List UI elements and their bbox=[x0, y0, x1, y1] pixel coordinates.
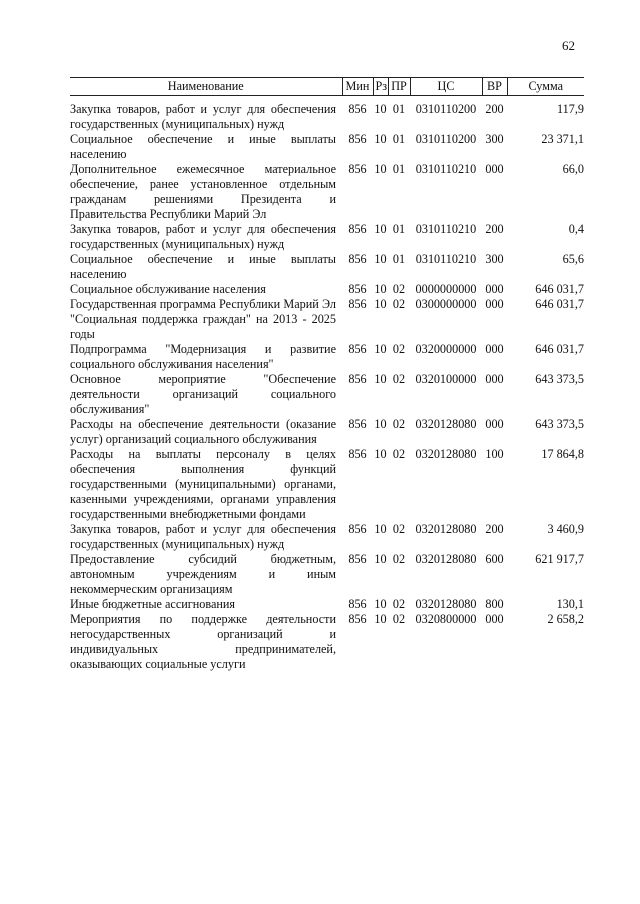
cell-min: 856 bbox=[348, 342, 367, 356]
cell-sum: 646 031,7 bbox=[535, 342, 584, 356]
cell-min: 856 bbox=[348, 372, 367, 386]
cell-min: 856 bbox=[348, 102, 367, 116]
cell-cs: 0320000000 bbox=[415, 342, 477, 356]
cell-sum: 0,4 bbox=[568, 222, 584, 236]
cell-pr: 01 bbox=[392, 132, 406, 146]
table-row bbox=[70, 297, 584, 342]
cell-rz: 10 bbox=[374, 342, 387, 356]
cell-pr: 02 bbox=[392, 522, 406, 536]
header-sum: Сумма bbox=[507, 78, 584, 96]
cell-pr: 02 bbox=[392, 552, 406, 566]
cell-rz: 10 bbox=[374, 417, 387, 431]
cell-min: 856 bbox=[348, 297, 367, 311]
cell-cs: 0320128080 bbox=[415, 522, 477, 536]
cell-pr: 01 bbox=[392, 162, 406, 176]
cell-vr: 300 bbox=[485, 252, 504, 266]
cell-name: Иные бюджетные ассигнования bbox=[70, 597, 236, 611]
cell-sum: 643 373,5 bbox=[535, 372, 584, 386]
table-body bbox=[70, 102, 584, 672]
table-row bbox=[70, 447, 584, 522]
table-row bbox=[70, 522, 584, 552]
table-row bbox=[70, 552, 584, 597]
cell-rz: 10 bbox=[374, 102, 387, 116]
cell-pr: 02 bbox=[392, 612, 406, 626]
cell-vr: 300 bbox=[485, 132, 504, 146]
cell-pr: 02 bbox=[392, 297, 406, 311]
cell-min: 856 bbox=[348, 612, 367, 626]
table-row bbox=[70, 282, 584, 297]
cell-min: 856 bbox=[348, 552, 367, 566]
cell-min: 856 bbox=[348, 447, 367, 461]
cell-sum: 646 031,7 bbox=[535, 297, 584, 311]
table-row bbox=[70, 162, 584, 222]
cell-pr: 02 bbox=[392, 342, 406, 356]
cell-min: 856 bbox=[348, 252, 367, 266]
cell-name: Мероприятия по поддержке деятельности негосударственных организаций и индивидуальных предпринимателей, оказывающих социальные услуги bbox=[70, 612, 336, 671]
cell-vr: 000 bbox=[485, 297, 504, 311]
cell-cs: 0320100000 bbox=[415, 372, 477, 386]
cell-name: Основное мероприятие "Обеспечение деятельности организаций социального обслуживания" bbox=[70, 372, 336, 416]
cell-rz: 10 bbox=[374, 222, 387, 236]
table-row bbox=[70, 417, 584, 447]
cell-name: Закупка товаров, работ и услуг для обеспечения государственных (муниципальных) нужд bbox=[70, 522, 336, 551]
cell-rz: 10 bbox=[374, 612, 387, 626]
cell-sum: 65,6 bbox=[562, 252, 584, 266]
cell-cs: 0310110200 bbox=[415, 132, 477, 146]
cell-name: Социальное обслуживание населения bbox=[70, 282, 266, 296]
table-row bbox=[70, 372, 584, 417]
cell-vr: 200 bbox=[485, 102, 504, 116]
cell-rz: 10 bbox=[374, 597, 387, 611]
cell-pr: 01 bbox=[392, 102, 406, 116]
cell-rz: 10 bbox=[374, 252, 387, 266]
cell-rz: 10 bbox=[374, 552, 387, 566]
cell-cs: 0310110200 bbox=[415, 102, 477, 116]
cell-name: Предоставление субсидий бюджетным, автономным учреждениям и иным некоммерческим организациям bbox=[70, 552, 336, 596]
cell-sum: 643 373,5 bbox=[535, 417, 584, 431]
cell-cs: 0320128080 bbox=[415, 417, 477, 431]
cell-sum: 2 658,2 bbox=[547, 612, 584, 626]
cell-cs: 0000000000 bbox=[415, 282, 477, 296]
table-row bbox=[70, 222, 584, 252]
cell-pr: 02 bbox=[392, 417, 406, 431]
cell-cs: 0320128080 bbox=[415, 447, 477, 461]
cell-name: Подпрограмма "Модернизация и развитие социального обслуживания населения" bbox=[70, 342, 336, 371]
cell-rz: 10 bbox=[374, 522, 387, 536]
cell-name: Закупка товаров, работ и услуг для обеспечения государственных (муниципальных) нужд bbox=[70, 102, 336, 131]
cell-vr: 800 bbox=[485, 597, 504, 611]
cell-min: 856 bbox=[348, 162, 367, 176]
budget-table bbox=[70, 77, 584, 672]
cell-rz: 10 bbox=[374, 372, 387, 386]
header-rz: Рз bbox=[373, 78, 388, 96]
cell-min: 856 bbox=[348, 597, 367, 611]
cell-cs: 0300000000 bbox=[415, 297, 477, 311]
page-number: 62 bbox=[562, 38, 575, 53]
table-row bbox=[70, 102, 584, 132]
cell-vr: 000 bbox=[485, 417, 504, 431]
cell-cs: 0320128080 bbox=[415, 552, 477, 566]
cell-rz: 10 bbox=[374, 132, 387, 146]
cell-cs: 0310110210 bbox=[415, 162, 477, 176]
cell-rz: 10 bbox=[374, 297, 387, 311]
table-row bbox=[70, 597, 584, 612]
cell-pr: 01 bbox=[392, 252, 406, 266]
table-row bbox=[70, 132, 584, 162]
header-row bbox=[70, 78, 584, 96]
cell-rz: 10 bbox=[374, 282, 387, 296]
header-cs: ЦС bbox=[410, 78, 482, 96]
cell-min: 856 bbox=[348, 417, 367, 431]
cell-vr: 000 bbox=[485, 282, 504, 296]
cell-rz: 10 bbox=[374, 447, 387, 461]
cell-name: Дополнительное ежемесячное материальное обеспечение, ранее установленное отдельным гражданам решениями Президента и Правительства Республики Марий Эл bbox=[70, 162, 336, 221]
table-row bbox=[70, 612, 584, 672]
cell-sum: 646 031,7 bbox=[535, 282, 584, 296]
header-vr: ВР bbox=[482, 78, 507, 96]
cell-name: Социальное обеспечение и иные выплаты населению bbox=[70, 252, 336, 281]
cell-min: 856 bbox=[348, 522, 367, 536]
table-row bbox=[70, 342, 584, 372]
cell-vr: 200 bbox=[485, 222, 504, 236]
cell-name: Расходы на выплаты персоналу в целях обеспечения выполнения функций государственными (муниципальными) органами, казенными учреждениями, органами управления государственными внебюджетными фондами bbox=[70, 447, 336, 521]
cell-min: 856 bbox=[348, 222, 367, 236]
cell-rz: 10 bbox=[374, 162, 387, 176]
cell-cs: 0310110210 bbox=[415, 222, 477, 236]
cell-vr: 600 bbox=[485, 552, 504, 566]
table-row bbox=[70, 252, 584, 282]
header-pr: ПР bbox=[388, 78, 410, 96]
cell-min: 856 bbox=[348, 132, 367, 146]
cell-vr: 000 bbox=[485, 372, 504, 386]
cell-name: Социальное обеспечение и иные выплаты населению bbox=[70, 132, 336, 161]
cell-vr: 000 bbox=[485, 612, 504, 626]
cell-sum: 3 460,9 bbox=[547, 522, 584, 536]
cell-vr: 000 bbox=[485, 342, 504, 356]
cell-sum: 130,1 bbox=[556, 597, 584, 611]
cell-vr: 000 bbox=[485, 162, 504, 176]
cell-name: Закупка товаров, работ и услуг для обеспечения государственных (муниципальных) нужд bbox=[70, 222, 336, 251]
cell-vr: 100 bbox=[485, 447, 504, 461]
cell-cs: 0320128080 bbox=[415, 597, 477, 611]
cell-sum: 23 371,1 bbox=[541, 132, 584, 146]
cell-name: Расходы на обеспечение деятельности (оказание услуг) организаций социального обслуживания bbox=[70, 417, 336, 446]
cell-pr: 01 bbox=[392, 222, 406, 236]
cell-vr: 200 bbox=[485, 522, 504, 536]
cell-pr: 02 bbox=[392, 282, 406, 296]
cell-sum: 117,9 bbox=[557, 102, 584, 116]
cell-min: 856 bbox=[348, 282, 367, 296]
header-min: Мин bbox=[342, 78, 373, 96]
cell-sum: 17 864,8 bbox=[541, 447, 584, 461]
cell-pr: 02 bbox=[392, 372, 406, 386]
cell-name: Государственная программа Республики Марий Эл "Социальная поддержка граждан" на 2013 - 2025 годы bbox=[70, 297, 336, 341]
cell-sum: 621 917,7 bbox=[535, 552, 584, 566]
cell-cs: 0320800000 bbox=[415, 612, 477, 626]
cell-sum: 66,0 bbox=[562, 162, 584, 176]
header-name: Наименование bbox=[70, 78, 342, 96]
cell-pr: 02 bbox=[392, 447, 406, 461]
cell-pr: 02 bbox=[392, 597, 406, 611]
cell-cs: 0310110210 bbox=[415, 252, 477, 266]
